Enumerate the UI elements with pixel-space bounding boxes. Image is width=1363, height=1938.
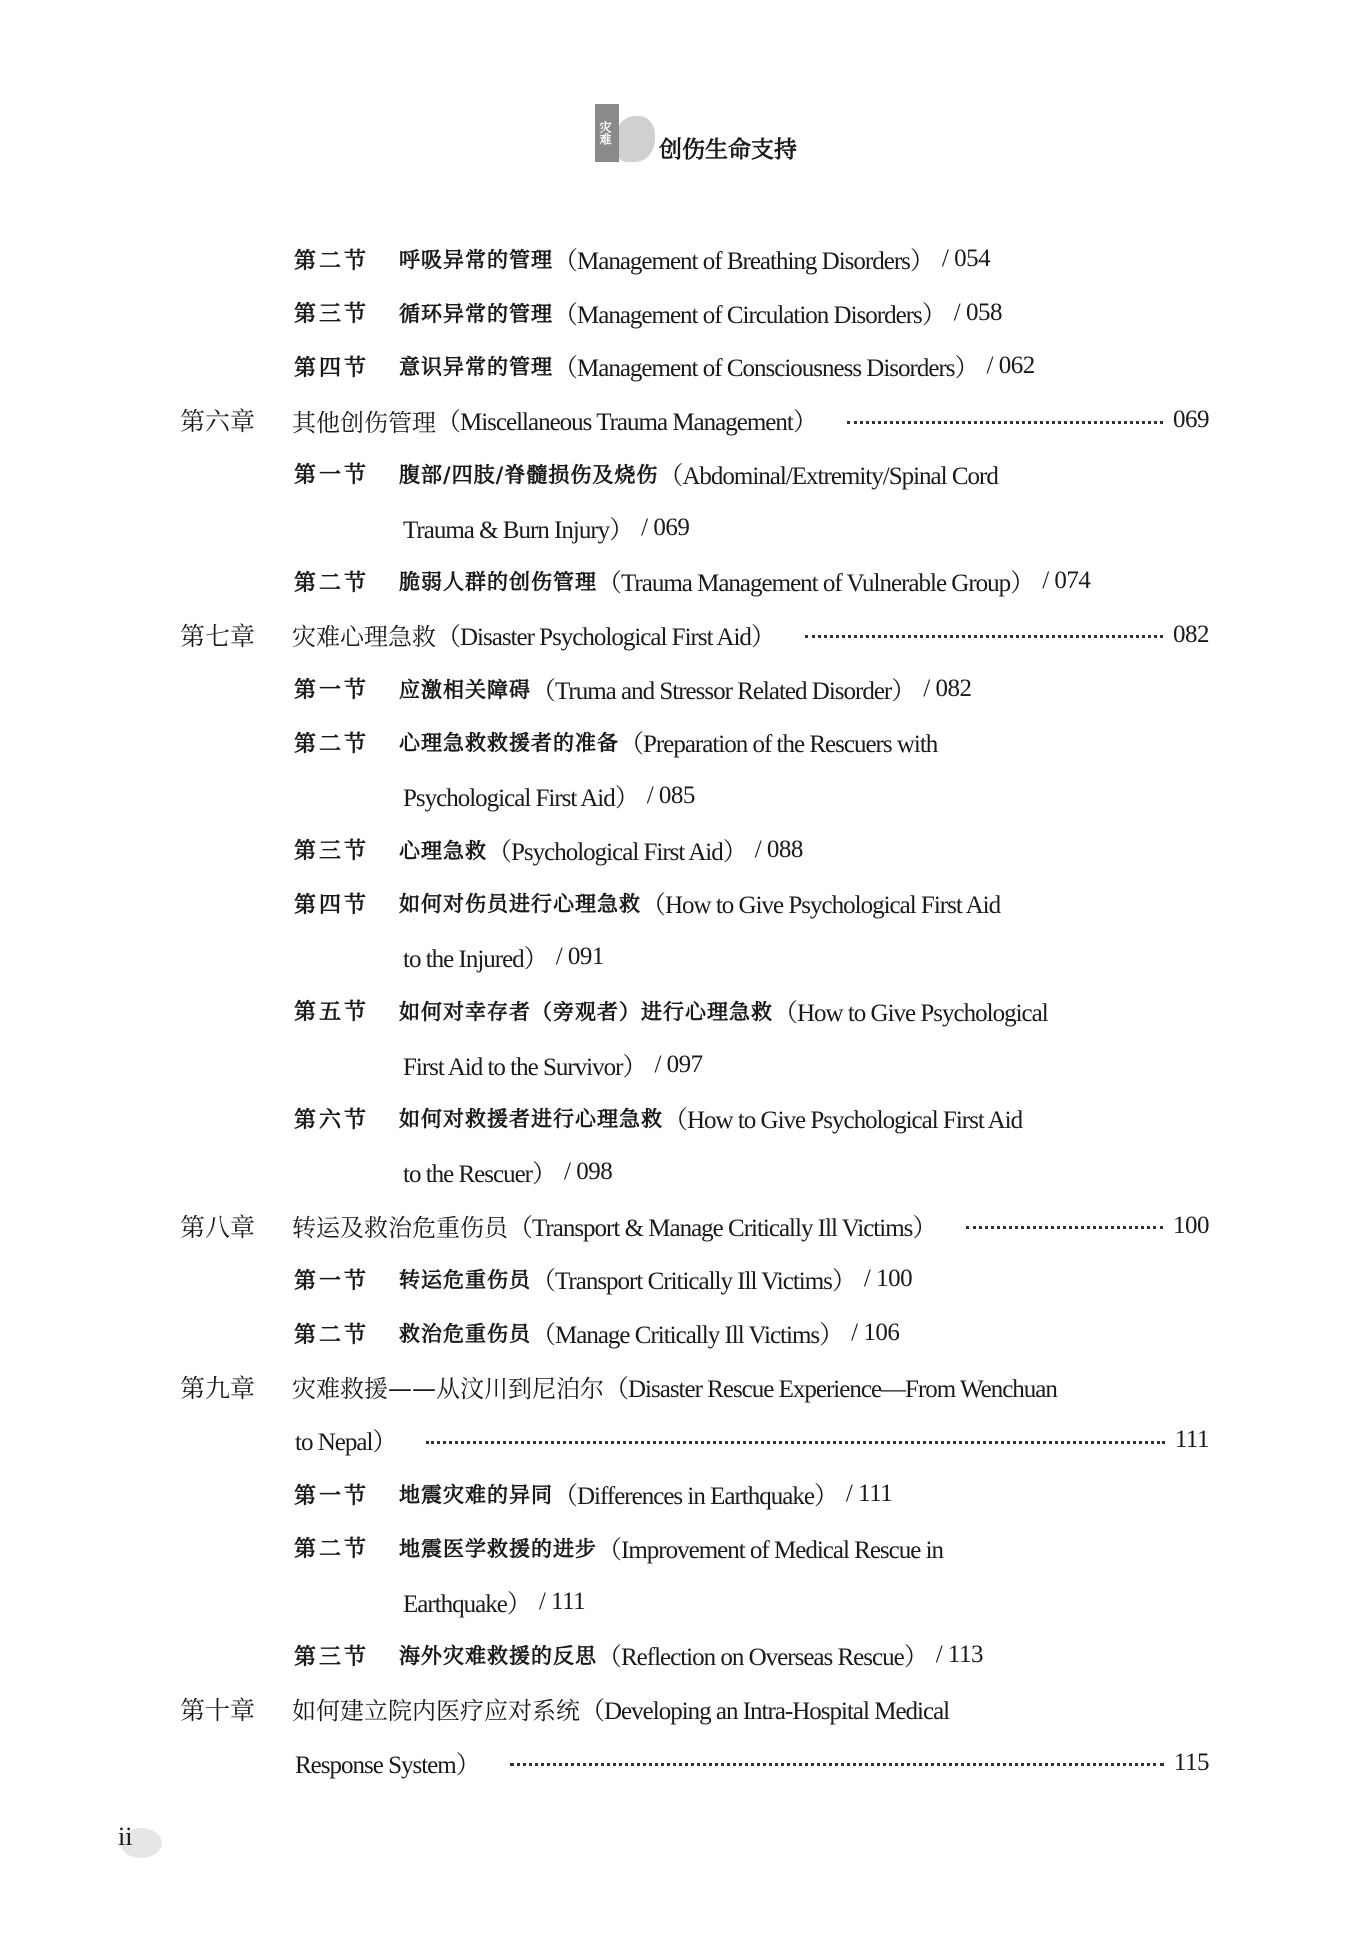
running-header	[595, 100, 797, 166]
chapter-number: 第七章	[180, 621, 256, 651]
toc-entry-title	[399, 1530, 1209, 1566]
toc-section-line	[0, 1635, 1363, 1675]
toc-entry-title	[399, 1100, 1209, 1136]
entry-title-chinese: 救治危重伤员	[399, 1321, 531, 1346]
entry-page-number: / 106	[851, 1319, 900, 1346]
entry-title-english: Trauma & Burn Injury）	[403, 516, 634, 544]
entry-page-number: / 111	[845, 1480, 893, 1508]
chapter-number: 第九章	[180, 1373, 256, 1403]
entry-title-english: （How to Give Psychological First Aid	[641, 892, 1001, 920]
toc-section-line	[0, 937, 1363, 977]
toc-section-line	[0, 1313, 1363, 1353]
entry-title-english: First Aid to the Survivor）	[403, 1053, 647, 1081]
toc-section-line	[0, 776, 1363, 816]
toc-entry-title	[399, 563, 1209, 599]
entry-page-number: / 054	[941, 245, 991, 272]
entry-title-english: to the Injured）	[403, 946, 548, 974]
toc-entry-title	[295, 1745, 1209, 1781]
toc-section-line	[0, 1259, 1363, 1299]
section-number: 第二节	[294, 569, 370, 596]
toc-section-line	[0, 508, 1363, 548]
entry-title-english: （How to Give Psychological	[773, 999, 1048, 1027]
toc-section-line	[0, 293, 1363, 333]
toc-section-line	[0, 1152, 1363, 1192]
toc-section-line	[0, 1528, 1363, 1568]
entry-title-chinese: 心理急救救援者的准备	[399, 730, 619, 756]
page-number-text: ii	[118, 1822, 133, 1851]
entry-title-english: （Management of Consciousness Disorders）	[553, 355, 979, 383]
toc-entry-title	[399, 295, 1209, 331]
dot-leader	[426, 1441, 1164, 1444]
entry-page-number: / 074	[1042, 567, 1091, 595]
entry-title-chinese: 应激相关障碍	[399, 676, 531, 702]
toc-chapter-line	[0, 1689, 1363, 1729]
entry-title-english: （Disaster Psychological First Aid）	[436, 623, 775, 651]
logo-text: 灾难	[595, 104, 619, 162]
section-number: 第六节	[294, 1106, 370, 1133]
toc-chapter-line	[0, 1367, 1363, 1407]
entry-title-english: to the Rescuer）	[403, 1160, 557, 1188]
entry-title-english: （Disaster Rescue Experience—From Wenchuan	[604, 1375, 1057, 1403]
toc-section-line	[0, 1098, 1363, 1138]
section-number: 第二节	[294, 730, 370, 757]
toc-entry-title	[403, 1047, 1209, 1083]
toc-section-line	[0, 1045, 1363, 1085]
toc-chapter-line	[0, 615, 1363, 655]
toc-entry-title	[399, 671, 1209, 707]
section-number: 第二节	[294, 247, 370, 274]
toc-section-line	[0, 991, 1363, 1031]
toc-entry-title	[295, 1422, 1209, 1458]
entry-page-number: / 062	[986, 352, 1035, 380]
entry-page-number: 100	[1173, 1211, 1209, 1239]
entry-title-english: Response System）	[295, 1751, 480, 1779]
toc-section-line	[0, 830, 1363, 870]
dot-leader	[966, 1226, 1163, 1229]
entry-page-number: 082	[1173, 620, 1209, 648]
entry-title-chinese: 脆弱人群的创伤管理	[399, 569, 597, 595]
entry-title-english: （Trauma Management of Vulnerable Group）	[597, 570, 1035, 598]
toc-section-line	[0, 454, 1363, 494]
entry-title-chinese: 地震医学救援的进步	[399, 1535, 597, 1561]
book-title: 创伤生命支持	[659, 137, 797, 163]
toc-entry-title	[399, 241, 1209, 277]
entry-title-chinese: 腹部/四肢/脊髓损伤及烧伤	[399, 461, 659, 487]
entry-title-english: （Improvement of Medical Rescue in	[597, 1536, 944, 1564]
entry-title-english: Psychological First Aid）	[403, 785, 639, 812]
toc-entry-title	[292, 1208, 1209, 1244]
toc-entry-title	[399, 1315, 1209, 1351]
section-number: 第四节	[294, 891, 370, 918]
entry-page-number: / 097	[654, 1050, 703, 1078]
entry-page-number: 069	[1173, 406, 1209, 434]
entry-page-number: 111	[1174, 1426, 1209, 1454]
section-number: 第三节	[294, 838, 370, 865]
section-number: 第三节	[294, 1643, 370, 1670]
toc-entry-title	[292, 1691, 1209, 1727]
entry-title-chinese: 意识异常的管理	[399, 354, 553, 380]
toc-section-line	[0, 346, 1363, 386]
toc-entry-title	[403, 510, 1209, 546]
entry-title-chinese: 转运危重伤员	[399, 1267, 531, 1293]
toc-entry-title	[399, 1261, 1209, 1297]
entry-title-chinese: 其他创伤管理	[292, 408, 436, 437]
dot-leader	[805, 635, 1163, 638]
entry-page-number: / 058	[953, 298, 1002, 326]
page-number	[110, 1820, 160, 1860]
entry-title-chinese: 转运及救治危重伤员	[292, 1214, 508, 1243]
toc-section-line	[0, 722, 1363, 762]
entry-title-chinese: 如何建立院内医疗应对系统	[292, 1697, 580, 1726]
toc-section-line	[0, 883, 1363, 923]
entry-page-number: / 082	[923, 674, 972, 702]
entry-title-chinese: 海外灾难救援的反思	[399, 1643, 597, 1669]
toc-section-line	[0, 561, 1363, 601]
chapter-number: 第八章	[180, 1212, 256, 1242]
entry-title-english: （Psychological First Aid）	[487, 838, 747, 866]
entry-title-chinese: 循环异常的管理	[399, 300, 553, 326]
toc-entry-title	[292, 1369, 1209, 1405]
toc-entry-title	[399, 1476, 1209, 1512]
section-number: 第二节	[294, 1321, 370, 1348]
toc-entry-title	[403, 778, 1209, 814]
entry-page-number: / 088	[754, 835, 803, 863]
toc-entry-title	[292, 617, 1209, 653]
entry-title-english: （Developing an Intra-Hospital Medical	[580, 1697, 950, 1725]
entry-title-english: （Management of Breathing Disorders）	[553, 248, 934, 275]
entry-title-english: （Preparation of the Rescuers with	[619, 731, 938, 759]
toc-section-line	[0, 1582, 1363, 1622]
entry-title-chinese: 灾难心理急救	[292, 623, 436, 652]
book-logo	[595, 102, 657, 166]
entry-page-number: / 085	[646, 782, 695, 809]
entry-page-number: / 113	[935, 1641, 983, 1669]
entry-title-chinese: 地震灾难的异同	[399, 1482, 553, 1508]
toc-entry-title	[403, 939, 1209, 975]
entry-page-number: / 091	[555, 943, 604, 971]
section-number: 第三节	[294, 301, 370, 328]
section-number: 第二节	[294, 1536, 370, 1563]
entry-title-english: （How to Give Psychological First Aid	[663, 1107, 1023, 1135]
entry-title-english: to Nepal）	[295, 1429, 397, 1457]
entry-title-chinese: 如何对幸存者（旁观者）进行心理急救	[399, 998, 773, 1024]
toc-entry-title	[399, 885, 1209, 921]
section-number: 第一节	[294, 677, 370, 704]
entry-title-english: （Abdominal/Extremity/Spinal Cord	[658, 462, 998, 490]
chapter-number: 第六章	[180, 407, 256, 437]
toc-entry-title	[399, 456, 1209, 492]
chapter-number: 第十章	[180, 1695, 256, 1725]
toc-chapter-line	[0, 400, 1363, 440]
toc-section-line	[0, 1474, 1363, 1514]
entry-page-number: / 098	[564, 1157, 613, 1185]
toc-entry-title	[292, 402, 1209, 438]
section-number: 第五节	[294, 999, 370, 1026]
entry-page-number: / 111	[538, 1587, 586, 1615]
toc-entry-title	[399, 724, 1209, 760]
entry-title-english: （Miscellaneous Trauma Management）	[436, 409, 817, 437]
entry-title-english: Earthquake）	[403, 1590, 531, 1618]
toc-entry-title	[399, 832, 1209, 868]
entry-title-english: （Reflection on Overseas Rescue）	[597, 1644, 928, 1672]
toc-chapter-line	[0, 1420, 1363, 1460]
entry-page-number: / 100	[863, 1265, 913, 1293]
entry-title-english: （Differences in Earthquake）	[553, 1483, 838, 1511]
entry-page-number: / 069	[641, 513, 690, 541]
toc-entry-title	[399, 1637, 1209, 1673]
entry-title-english: （Truma and Stressor Related Disorder）	[531, 677, 916, 705]
entry-title-english: （Transport Critically Ill Victims）	[531, 1268, 856, 1296]
section-number: 第一节	[294, 462, 370, 489]
logo-swash	[615, 116, 655, 162]
entry-title-chinese: 如何对救援者进行心理急救	[399, 1106, 663, 1132]
toc-section-line	[0, 239, 1363, 279]
toc-entry-title	[399, 348, 1209, 384]
toc-chapter-line	[0, 1743, 1363, 1783]
dot-leader	[847, 421, 1163, 424]
entry-title-english: （Management of Circulation Disorders）	[553, 301, 946, 329]
entry-page-number: 115	[1173, 1748, 1209, 1776]
section-number: 第一节	[294, 1267, 370, 1294]
toc-entry-title	[403, 1584, 1209, 1620]
entry-title-english: （Transport & Manage Critically Ill Victims）	[508, 1214, 937, 1242]
entry-title-chinese: 呼吸异常的管理	[399, 247, 553, 272]
entry-title-english: （Manage Critically Ill Victims）	[531, 1322, 844, 1349]
entry-title-chinese: 心理急救	[399, 837, 487, 863]
toc-entry-title	[403, 1154, 1209, 1190]
toc-chapter-line	[0, 1206, 1363, 1246]
entry-title-chinese: 灾难救援——从汶川到尼泊尔	[292, 1375, 604, 1404]
dot-leader	[510, 1763, 1164, 1766]
section-number: 第四节	[294, 354, 370, 381]
toc-entry-title	[399, 993, 1209, 1029]
section-number: 第一节	[294, 1482, 370, 1509]
entry-title-chinese: 如何对伤员进行心理急救	[399, 891, 641, 917]
toc-section-line	[0, 669, 1363, 709]
